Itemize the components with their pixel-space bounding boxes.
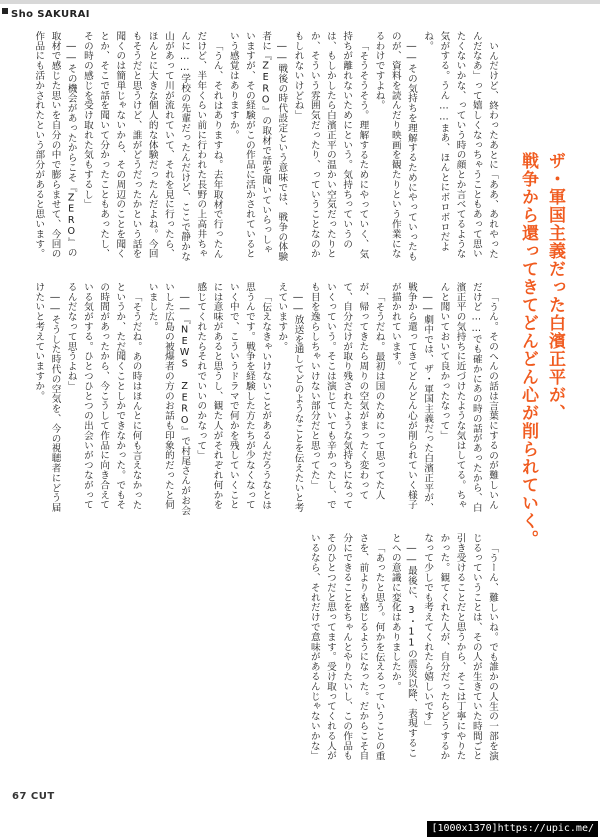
article-paragraph: 「うん。そのへんの話は言葉にするのが難しいんだけど……でも確かにあの時の話があったから、白濱正平の気持ちに近づけたような気はしてる。ちゃんと聞いておいて良かったなって」 [438,282,498,513]
headline-line: ザ・軍国主義だった白濱正平が、 [545,152,565,422]
article-paragraph: 「そうそうそう。理解するためにやっていく、気持ちが離れないためにという。気持ちっていうのは、もしかしたら白濱正平の温かい空気だったりとか、そういう雰囲気だったり、っていうことなのかもしれないけどね」 [292,31,369,259]
article-paragraph: 「うーん、難しいね。でも誰かの人生の一部を演じるっていうことは、その人が生きていた時間ごと引き受けることだと思うから、そこは丁寧にやりたかった。観てくれた人が、自分だったらどうするかなって少しでも考えてくれたら嬉しいです」 [422,533,498,761]
name-tag: Sho SAKURAI [11,9,90,20]
article-paragraph: 「そうだね。最初は国のためにって思ってた人が、帰ってきたら周りの空気がまったく変わってて、自分だけが取り残されたような気持ちになっていくっていう。そこは演じていても辛かったし、でも目を逸らしちゃいけない部分だと思ってた」 [308,282,385,510]
article-paragraph: 「うん、それはありますね。去年取材で行ったんだけど、半年くらい前に行われた長野の上高井ちゃんに……学校の先輩だったんだけど、ここで静かな山があって川が流れていて、それを見に行ったら、ほんとに大きな個人的な体験だったんだよね。今回もそうだと思うけど、誰がどうだったかという話を聞くのは簡単じゃないから、その周辺のことを聞くとか、そこで話を聞いて分かったこともあったし、その時の感じを受け取れた気もするし」 [81,31,223,262]
article-paragraph: 「そうだね。あの時はほんとに何も言えなかったというか、ただ聞くことしかできなかった。でもその時間があったから、今こうして作品に向き合えている気がする。ひとつひとつの出会いがつながってるんだなって思うよね」 [65,282,142,510]
article-paragraph: ――そうした時代の空気を、今の視聴者にどう届けたいと考えていますか。 [33,282,61,513]
top-rule [0,0,600,4]
corner-mark [2,8,8,14]
article-paragraph: ――その機会があったからこそ『ZERO』の取材で感じた思いを自分の中で膨らませて、今回の作品にも活かされたという部分があると思います。 [33,31,77,259]
page-number: 67 CUT [12,791,55,802]
headline [514,152,568,592]
article-paragraph: 「伝えなきゃいけないことがあるんだろうなとは思うんです。戦争を経験した方たちが少なくなっていく中で、こういうドラマで何かを残していくことには意味があると思うし、観た人がそれぞれ何かを感じてくれたらそれでいいのかなって」 [195,282,272,510]
article-paragraph: ――劇中では、ザ・軍国主義だった白濱正平が、戦争から還ってきてどんどん心が削られていく様子が描かれています。 [389,282,434,513]
article-paragraph: ――最後に、3・11の震災以降、表現することへの意識に変化はありましたか。 [389,533,417,758]
article-paragraph: ――放送を通してどのようなことを伝えたいと考えていますか。 [276,282,304,513]
headline-line: 戦争から還ってきてどんどん心が削られていく。 [518,152,538,548]
article-paragraph: ――その気持ちを理解するためにやっていったものが、資料を読んだり映画を観たりという作業になるわけですよね。 [373,31,417,262]
article-paragraph: 「あったと思う。何かを伝えるっていうことの重さを、前よりも感じるようになった。だからこそ自分にできることをちゃんとやりたいし、この作品もそのひとつだと思ってます。受け取ってくれる人がいるなら、それだけで意味があるんじゃないかな」 [308,533,385,761]
article-paragraph: ――戦後の時代設定という意味では、戦争の体験者に『ZERO』の取材で話を聞いていらっしゃいますが、その経験がこの作品に活かされているという感覚はありますか。 [227,31,288,262]
watermark: [1000x1370]https://upic.me/ [427,821,598,837]
article-paragraph: ――『NEWS ZERO』で村尾さんがお会いした広島の被爆者の方のお話も印象的だったと伺いました。 [146,282,191,515]
article-paragraph: いんだけど、終わったあとに「ああ、あれやったんだなあ」って嬉しくなっちゃうこともあって思いたくないかな、っていう時の顔とか言べてるような気がする。うん……まあ、ほんとにボロボロだよね。 [422,31,498,259]
article-body [12,31,500,766]
